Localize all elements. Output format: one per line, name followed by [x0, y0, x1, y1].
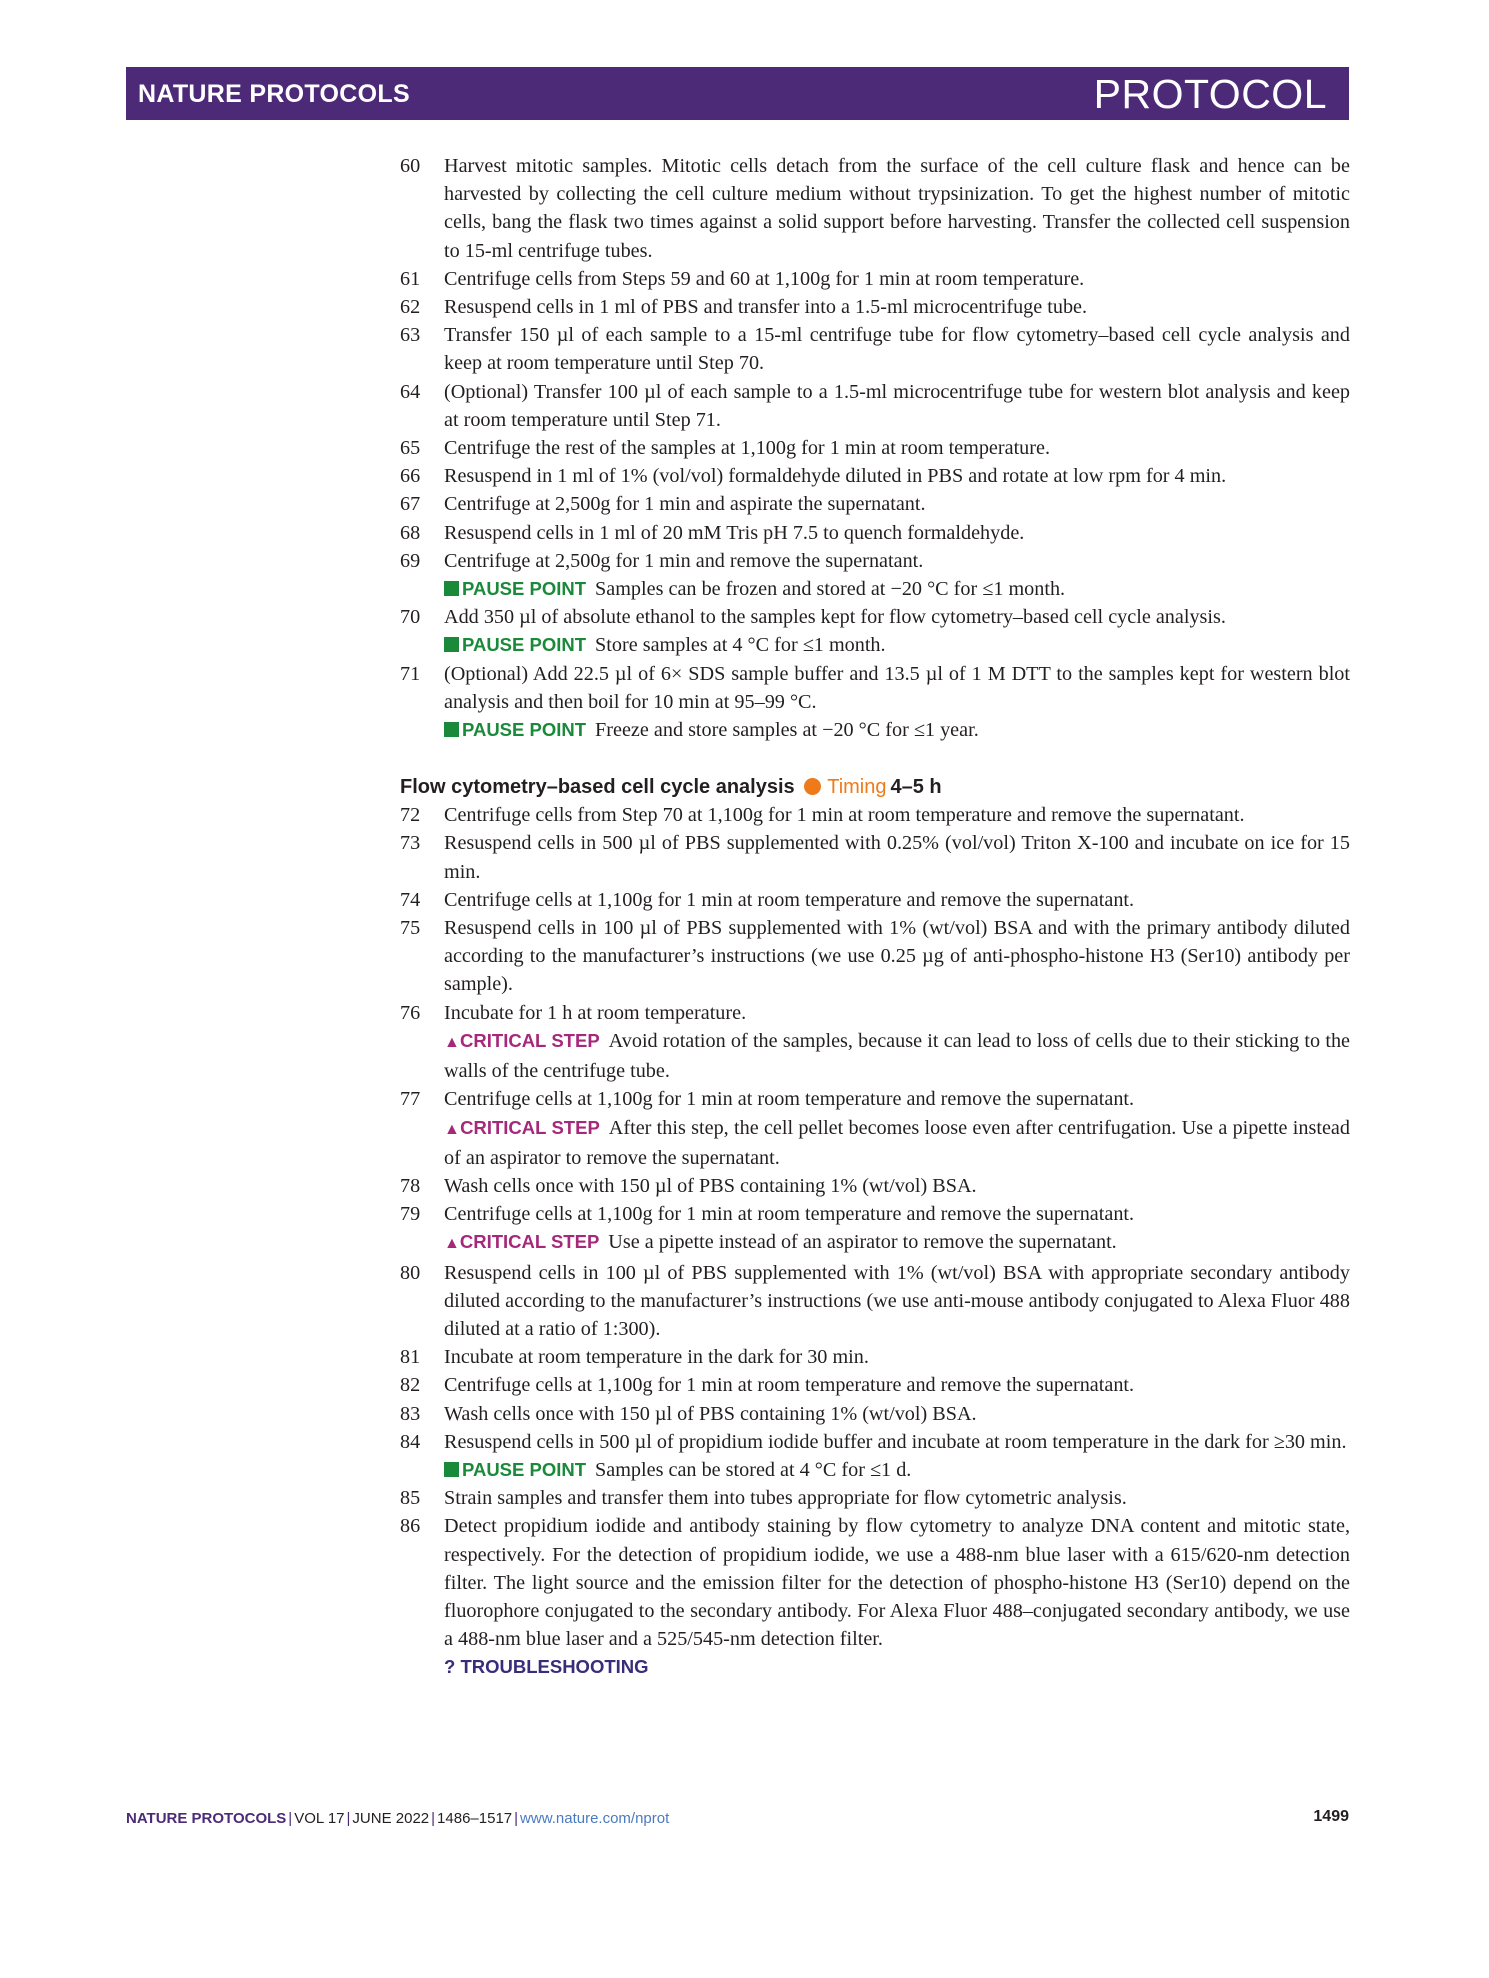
step-62	[400, 293, 1350, 321]
step-68	[400, 519, 1350, 547]
step-number: 71	[400, 662, 421, 685]
step-85	[400, 1484, 1350, 1512]
step-73	[400, 829, 1350, 885]
warning-triangle-icon: ▲	[444, 1033, 461, 1051]
step-number: 68	[400, 521, 421, 544]
step-60	[400, 152, 1350, 265]
step-70	[400, 603, 1350, 659]
step-text: Incubate for 1 h at room temperature.	[444, 1001, 747, 1024]
article-type: PROTOCOL	[1093, 71, 1327, 117]
pause-point-note	[444, 1456, 1350, 1484]
step-number: 79	[400, 1203, 421, 1226]
footer	[126, 1810, 669, 1827]
header-bar	[126, 67, 1349, 120]
step-text: Incubate at room temperature in the dark for 30 min.	[444, 1346, 869, 1369]
step-number: 66	[400, 465, 421, 488]
warning-triangle-icon: ▲	[444, 1235, 460, 1253]
pause-point-note	[444, 631, 1350, 659]
step-79	[400, 1200, 1350, 1258]
step-74	[400, 886, 1350, 914]
pause-point-label: PAUSE POINT	[462, 719, 587, 741]
step-number: 61	[400, 267, 421, 290]
step-text: Wash cells once with 150 µl of PBS containing 1% (wt/vol) BSA.	[444, 1402, 977, 1425]
step-text: Strain samples and transfer them into tubes appropriate for flow cytometric analysis.	[444, 1487, 1127, 1510]
step-number: 78	[400, 1174, 421, 1197]
procedure-content	[400, 152, 1350, 1682]
step-number: 80	[400, 1261, 421, 1284]
step-84	[400, 1428, 1350, 1484]
separator: |	[288, 1810, 293, 1827]
step-72	[400, 801, 1350, 829]
step-86	[400, 1512, 1350, 1681]
step-number: 85	[400, 1487, 421, 1510]
step-number: 84	[400, 1430, 421, 1453]
step-82	[400, 1371, 1350, 1399]
step-number: 82	[400, 1374, 421, 1397]
step-number: 76	[400, 1001, 421, 1024]
step-number: 64	[400, 380, 421, 403]
pause-square-icon	[444, 581, 459, 596]
step-text: (Optional) Transfer 100 µl of each sample to a 1.5-ml microcentrifuge tube for western blot analysis and keep at room temperature until Step 71.	[444, 380, 1350, 431]
step-text: Centrifuge cells at 1,100g for 1 min at room temperature and remove the supernatant.	[444, 888, 1135, 911]
step-text: Resuspend in 1 ml of 1% (vol/vol) formaldehyde diluted in PBS and rotate at low rpm for 4 min.	[444, 465, 1227, 488]
step-text: Harvest mitotic samples. Mitotic cells detach from the surface of the cell culture flask and hence can be harvested by collecting the cell culture medium without trypsinization. To get the highest number of mitotic cells, bang the flask two times against a solid support before harvesting. Transfer the collected cell suspension to 15-ml centrifuge tubes.	[444, 155, 1350, 262]
step-number: 67	[400, 493, 421, 516]
critical-step-note	[444, 1114, 1350, 1172]
note-text: After this step, the cell pellet becomes loose even after centrifugation. Use a pipette instead of an aspirator to remove the supernatant.	[444, 1116, 1350, 1169]
note-text: Avoid rotation of the samples, because it can lead to loss of cells due to their sticking to the walls of the centrifuge tube.	[444, 1029, 1350, 1083]
step-66	[400, 462, 1350, 490]
step-number: 63	[400, 324, 421, 347]
pause-square-icon	[444, 722, 459, 737]
troubleshooting-note	[444, 1653, 1350, 1681]
step-number: 72	[400, 804, 421, 827]
step-63	[400, 321, 1350, 377]
pause-point-label: PAUSE POINT	[462, 1458, 587, 1480]
journal-name: NATURE PROTOCOLS	[138, 80, 410, 108]
critical-step-label: ▲CRITICAL STEP	[444, 1029, 600, 1051]
step-80	[400, 1259, 1350, 1344]
timing-value: 4–5 h	[890, 776, 942, 799]
step-text: Centrifuge at 2,500g for 1 min and remove the supernatant.	[444, 549, 924, 572]
separator: |	[431, 1810, 436, 1827]
step-64	[400, 378, 1350, 434]
footer-pages: 1486–1517	[437, 1810, 513, 1827]
step-number: 65	[400, 437, 421, 460]
critical-step-label: ▲CRITICAL STEP	[444, 1231, 600, 1253]
pause-point-note	[444, 575, 1350, 603]
step-78	[400, 1172, 1350, 1200]
step-text: Wash cells once with 150 µl of PBS containing 1% (wt/vol) BSA.	[444, 1174, 977, 1197]
step-text: Centrifuge cells from Step 70 at 1,100g for 1 min at room temperature and remove the supernatant.	[444, 804, 1245, 827]
step-number: 74	[400, 888, 421, 911]
separator: |	[346, 1810, 351, 1827]
step-text: Resuspend cells in 500 µl of PBS supplemented with 0.25% (vol/vol) Triton X-100 and incubate on ice for 15 min.	[444, 832, 1350, 883]
step-text: (Optional) Add 22.5 µl of 6× SDS sample buffer and 13.5 µl of 1 M DTT to the samples kept for western blot analysis and then boil for 10 min at 95–99 °C.	[444, 662, 1350, 713]
step-number: 83	[400, 1402, 421, 1425]
footer-date: JUNE 2022	[352, 1810, 430, 1827]
pause-point-note	[444, 716, 1350, 744]
footer-journal: NATURE PROTOCOLS	[126, 1810, 287, 1827]
steps-list-b	[400, 801, 1350, 1681]
note-text: Samples can be frozen and stored at −20 °C for ≤1 month.	[595, 578, 1066, 601]
note-text: Samples can be stored at 4 °C for ≤1 d.	[595, 1458, 912, 1481]
troubleshooting-label: ? TROUBLESHOOTING	[444, 1656, 649, 1678]
page-number: 1499	[1313, 1808, 1349, 1825]
step-71	[400, 660, 1350, 745]
pause-point-label: PAUSE POINT	[462, 634, 587, 656]
step-75	[400, 914, 1350, 999]
step-text: Centrifuge the rest of the samples at 1,100g for 1 min at room temperature.	[444, 437, 1051, 460]
step-65	[400, 434, 1350, 462]
step-number: 75	[400, 917, 421, 940]
critical-step-note	[444, 1027, 1350, 1085]
step-number: 81	[400, 1346, 421, 1369]
step-text: Resuspend cells in 1 ml of PBS and transfer into a 1.5-ml microcentrifuge tube.	[444, 296, 1088, 319]
footer-url-link[interactable]: www.nature.com/nprot	[520, 1810, 670, 1827]
step-text: Resuspend cells in 100 µl of PBS supplemented with 1% (wt/vol) BSA and with the primary antibody diluted according to the manufacturer’s instructions (we use 0.25 µg of anti-phospho-histone H3 (Ser10) antibody per sample).	[444, 917, 1350, 996]
section-title: Flow cytometry–based cell cycle analysis	[400, 776, 795, 799]
step-text: Resuspend cells in 1 ml of 20 mM Tris pH 7.5 to quench formaldehyde.	[444, 521, 1025, 544]
section-heading	[400, 773, 1350, 801]
note-text: Use a pipette instead of an aspirator to remove the supernatant.	[608, 1231, 1117, 1254]
step-number: 62	[400, 296, 421, 319]
step-number: 77	[400, 1088, 421, 1111]
critical-step-label: ▲CRITICAL STEP	[444, 1116, 600, 1138]
separator: |	[514, 1810, 519, 1827]
critical-step-note	[444, 1228, 1350, 1258]
step-61	[400, 265, 1350, 293]
warning-triangle-icon: ▲	[444, 1120, 461, 1138]
timing-dot-icon	[804, 778, 821, 795]
pause-square-icon	[444, 637, 459, 652]
step-number: 60	[400, 155, 421, 177]
step-67	[400, 490, 1350, 518]
step-81	[400, 1343, 1350, 1371]
step-text: Transfer 150 µl of each sample to a 15-ml centrifuge tube for flow cytometry–based cell cycle analysis and keep at room temperature until Step 70.	[444, 324, 1350, 375]
step-text: Centrifuge cells at 1,100g for 1 min at room temperature and remove the supernatant.	[444, 1203, 1135, 1226]
step-number: 86	[400, 1515, 421, 1538]
note-text: Freeze and store samples at −20 °C for ≤1 year.	[595, 719, 979, 742]
pause-point-label: PAUSE POINT	[462, 578, 587, 600]
step-text: Resuspend cells in 500 µl of propidium iodide buffer and incubate at room temperature in the dark for ≥30 min.	[444, 1430, 1347, 1453]
step-text: Detect propidium iodide and antibody staining by flow cytometry to analyze DNA content and mitotic state, respectively. For the detection of propidium iodide, we use a 488-nm blue laser with a 615/620-nm detection filter. The light source and the emission filter for the detection of phospho-histone H3 (Ser10) depend on the fluorophore conjugated to the secondary antibody. For Alexa Fluor 488–conjugated secondary antibody, we use a 488-nm blue laser and a 525/545-nm detection filter.	[444, 1515, 1350, 1651]
note-text: Store samples at 4 °C for ≤1 month.	[595, 634, 886, 657]
step-text: Centrifuge cells from Steps 59 and 60 at 1,100g for 1 min at room temperature.	[444, 267, 1085, 290]
step-76	[400, 999, 1350, 1086]
step-text: Resuspend cells in 100 µl of PBS supplemented with 1% (wt/vol) BSA with appropriate secondary antibody diluted according to the manufacturer’s instructions (we use anti-mouse antibody conjugated to Alexa Fluor 488 diluted at a ratio of 1:300).	[444, 1261, 1350, 1340]
step-text: Centrifuge cells at 1,100g for 1 min at room temperature and remove the supernatant.	[444, 1088, 1135, 1111]
footer-volume: VOL 17	[294, 1810, 345, 1827]
pause-square-icon	[444, 1462, 459, 1477]
timing-label: Timing	[827, 776, 887, 799]
step-number: 73	[400, 832, 421, 855]
step-69	[400, 547, 1350, 603]
step-number: 70	[400, 606, 421, 629]
step-text: Centrifuge at 2,500g for 1 min and aspirate the supernatant.	[444, 493, 926, 516]
step-number: 69	[400, 549, 421, 572]
step-83	[400, 1400, 1350, 1428]
step-text: Centrifuge cells at 1,100g for 1 min at room temperature and remove the supernatant.	[444, 1374, 1135, 1397]
step-77	[400, 1085, 1350, 1172]
steps-list-a	[400, 152, 1350, 744]
step-text: Add 350 µl of absolute ethanol to the samples kept for flow cytometry–based cell cycle analysis.	[444, 606, 1226, 629]
